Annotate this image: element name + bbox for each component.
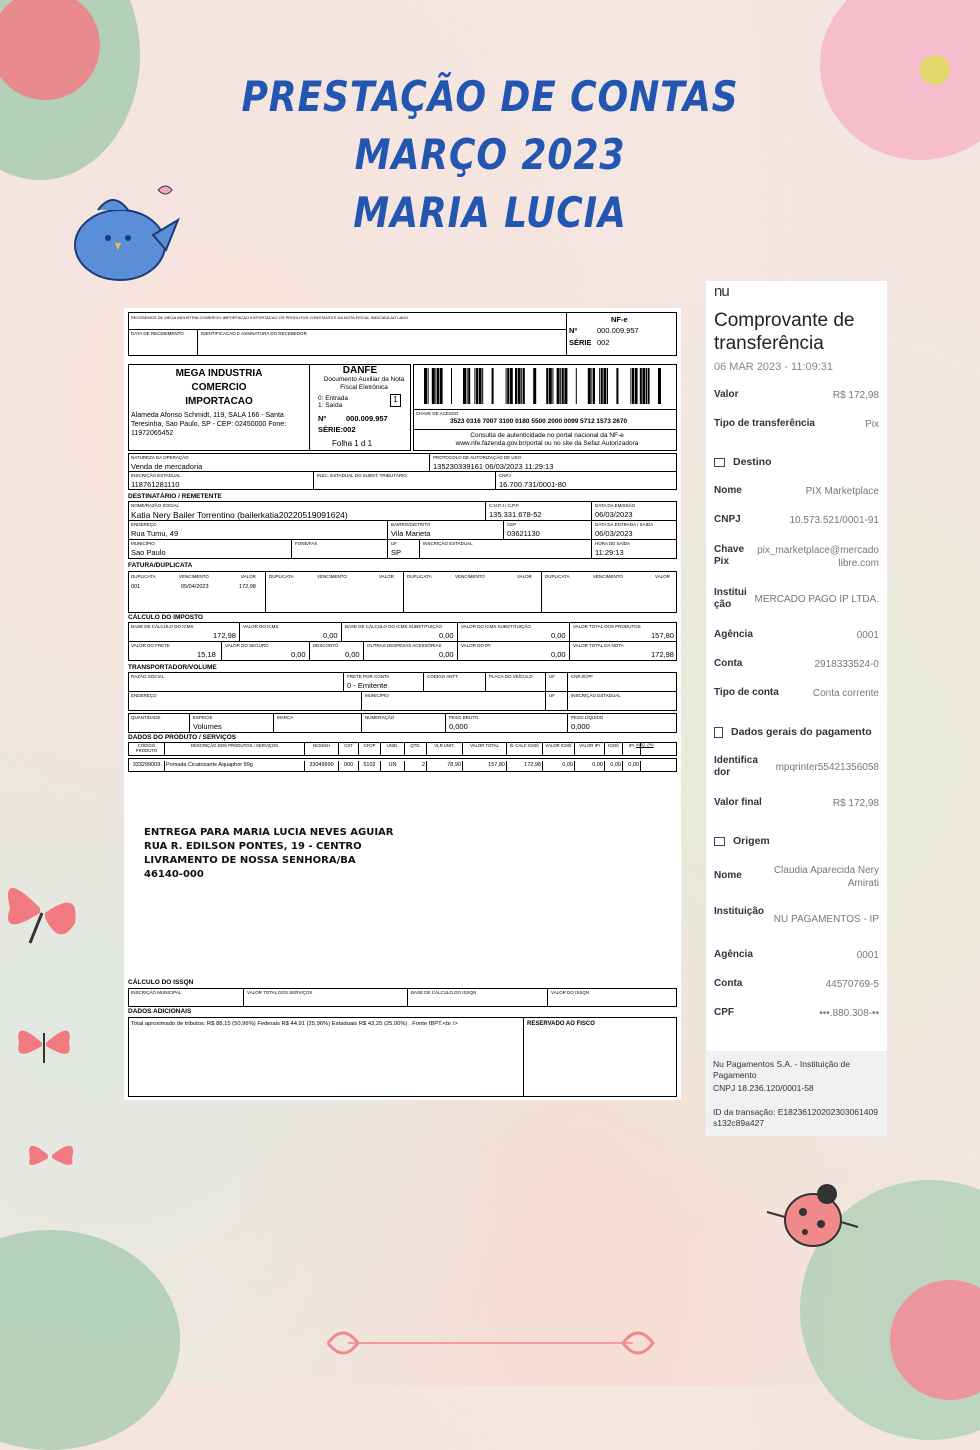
dest-hora: 11:29:13 [595,548,624,557]
dest-emissao: 06/03/2023 [595,510,633,519]
consulta-text: Consulta de autenticidade no portal nacional da NF-e www.nfe.fazenda.gov.br/portal ou no site da Sefaz Autorizadora [455,432,639,447]
prod-cell: 78,90 [427,761,463,771]
nu-dest-tipo-label: Tipo de conta [714,687,779,698]
dest-mun: Sao Paulo [131,548,166,557]
nu-dest-chave: pix_marketplace@mercadolibre.com [757,545,879,569]
nu-orig-nome-label: Nome [714,870,742,881]
transp-uf-label: UF [549,693,555,698]
nu-orig-agencia-label: Agência [714,949,753,960]
danfe-folha: Folha 1 d 1 [332,439,373,448]
imposto-row-2 [128,641,677,661]
prod-cell: 0,00 [543,761,575,771]
butterfly-icon [14,1018,74,1070]
transp-cnpj-label: CNPJ/CPF [571,674,594,679]
barcode-bar [463,368,466,404]
nu-ident-label: Identificador [714,755,758,778]
title-line-2: MARÇO 2023 [354,130,626,179]
valor-ipi-value: 0,00 [551,650,566,659]
transp-row-3 [128,713,677,733]
base-icms-value: 172,98 [213,631,236,640]
dup-header-duplicata: DUPLICATA [407,574,432,579]
valor-icms-st-label: VALOR DO ICMS SUBSTITUIÇÃO [461,624,531,629]
danfe-box [309,364,411,451]
barcode-bar [521,368,522,404]
total-nota-label: VALOR TOTAL DA NOTA [573,643,624,648]
nu-datetime: 06 MAR 2023 - 11:09:31 [714,361,834,373]
barcode-bar [593,368,595,404]
transp-pliq: 0,000 [571,722,590,731]
nu-footer [706,1051,887,1136]
nu-valor: R$ 172,98 [832,390,879,401]
title-line-1: PRESTAÇÃO DE CONTAS [241,72,739,121]
dup-valor: 172,98 [239,584,256,590]
transp-pbruto-label: PESO BRUTO [449,715,479,720]
nu-valor-final-label: Valor final [714,797,762,808]
outras-despesas-value: 0,00 [439,650,454,659]
barcode-bar [646,368,647,404]
barcode-bar [658,368,661,404]
chave-label: CHAVE DE ACESSO [416,411,459,416]
dup-header-vencimento: VENCIMENTO [317,574,347,579]
prod-header-cell: UNID. [381,743,405,755]
dup-header-valor: VALOR [379,574,394,579]
delivery-line-4: 46140-000 [144,869,204,880]
prod-header-row [128,742,677,756]
protocolo-label: PROTOCOLO DE AUTORIZAÇÃO DE USO [433,455,522,460]
barcode-bar [482,368,483,404]
prod-cell: 0,00 [623,761,641,771]
dest-emissao-label: DATA DA EMISSÃO [595,503,636,508]
prod-header-cell: VLR UNIT. [427,743,463,755]
nu-valor-label: Valor [714,389,739,400]
issqn-valor-label: VALOR DO ISSQN [551,990,590,995]
prod-header-cell: VALOR IPI [575,743,605,755]
dest-row-2 [128,520,677,540]
prod-cell: 333299009 [129,761,165,771]
danfe-title: DANFE [342,365,378,376]
delivery-note [144,826,393,882]
dest-uf-label: UF [391,541,397,546]
barcode-bar [603,368,606,404]
barcode-bar [557,368,560,404]
dest-row-1 [128,501,677,521]
barcode-bar [648,368,650,404]
desconto-value: 0,00 [345,650,360,659]
butterfly-icon [20,1130,80,1180]
nfe-label: NF-e [611,315,628,324]
delivery-line-3: LIVRAMENTO DE NOSSA SENHORA/BA [144,855,356,866]
nu-orig-conta: 44570769-5 [825,979,879,990]
reservado-fisco: RESERVADO AO FISCO [527,1021,595,1027]
barcode-bar [507,368,509,404]
green-blob-bottom-left [0,1230,180,1450]
nu-destino-header [714,456,772,468]
receipt-sign-label: IDENTIFICACAO E ASSINATURA DO RECEBEDOR [201,331,307,336]
nu-dest-agencia: 0001 [856,630,879,641]
adicionais-text: Total aproximado de tributos: R$ 88,15 (50,96%) Federais R$ 44,91 (25,96%) Estaduais R$ 43,25 (25,00%) . Fonte IBPT.<br /> [131,1021,458,1027]
prod-cell: 157,80 [463,761,507,771]
nfe-number: 000.009.957 [597,326,639,335]
nu-origem-header [714,835,770,847]
cnpj-label: CNPJ [499,473,511,478]
delivery-line-2: RUA R. EDILSON PONTES, 19 - CENTRO [144,841,362,852]
dest-cep-label: CEP [507,522,517,527]
nu-dest-chave-label: Chave Pix [714,544,745,567]
flower-center-top-right [920,55,950,85]
danfe-serie: SÉRIE:002 [318,425,356,434]
nu-dest-conta-label: Conta [714,658,743,669]
prod-header-cell: DESCRIÇÃO DOS PRODUTOS / SERVIÇOS [165,743,305,755]
prod-cell: 000 [339,761,359,771]
ie-st-label: INSC. ESTADUAL DO SUBST. TRIBUTÁRIO [317,473,407,478]
frete-label: VALOR DO FRETE [131,643,170,648]
prod-header-cell: IPI [623,743,641,755]
barcode-bar [564,368,567,404]
nu-footer-cnpj: CNPJ 18.236.120/0001-58 [713,1083,814,1093]
barcode-bar [479,368,482,404]
danfe-saida: 1: Saída [318,402,343,409]
dest-uf: SP [391,548,402,557]
prod-cell: 0,00 [575,761,605,771]
dest-mun-label: MUNICÍPIO [131,541,155,546]
transp-placa-label: PLACA DO VEÍCULO [489,674,533,679]
base-icms-st-label: BASE DE CÁLCULO DO ICMS SUBSTITUIÇÃO [345,624,443,629]
prod-header-cell: CÓDIGO PRODUTO [129,743,165,755]
receipt-date-label: DATA DE RECEBIMENTO [131,331,184,336]
fatura-section-title: FATURA/DUPLICATA [128,562,193,569]
nu-dest-cnpj-label: CNPJ [714,514,741,525]
dup-header-valor: VALOR [241,574,256,579]
nu-orig-cpf-label: CPF [714,1007,734,1018]
nfe-serie-value: 002 [597,338,610,347]
dest-end: Rua Tumu, 49 [131,529,179,538]
barcode-bar [562,368,564,404]
ornament-divider [318,1318,663,1368]
chave-value: 3523 0316 7007 3100 0180 5500 2000 0099 5712 1573 2670 [450,418,628,425]
valor-ipi-label: VALOR DO IPI [461,643,491,648]
nfe-no-label: Nº [569,326,578,335]
barcode-bar [510,368,513,404]
ie-value: 118761281110 [131,480,180,489]
transp-end-label: ENDEREÇO [131,693,157,698]
receipt-nfe-box [566,312,677,356]
dest-fone-label: FONE/FAX [295,541,318,546]
issqn-row [128,988,677,1007]
transp-marca-label: MARCA [277,715,294,720]
dup-header-vencimento: VENCIMENTO [455,574,485,579]
nu-dest-nome-label: Nome [714,485,742,496]
prod-cell: 172,98 [507,761,543,771]
nu-dest-nome: PIX Marketplace [805,486,879,497]
imposto-row-1 [128,622,677,642]
nu-orig-agencia: 0001 [856,950,879,961]
dest-name: Katia Nery Bailer Torrentino (bailerkatia20220519091624) [131,510,348,520]
natureza-row [128,453,677,472]
emitente-address: Alameda Afonso Schmidt, 119, SALA 166 - Santa Teresinha, Sao Paulo, SP - CEP: 02450000 Fone: 11972065452 [131,412,287,437]
document-icon [714,727,723,738]
barcode-bar [515,368,517,404]
barcode-bar [576,368,577,404]
barcode-bar [552,368,553,404]
chave-box [413,364,677,451]
barcode-bar [632,368,634,404]
barcode-bar [523,368,525,404]
transp-pliq-label: PESO LÍQUIDO [571,715,604,720]
prod-cell: 0,00 [605,761,623,771]
nu-tipo-label: Tipo de transferência [714,418,815,429]
prod-header-cell: CST [339,743,359,755]
protocolo-value: 135230339161 06/03/2023 11:29:13 [433,462,554,471]
nu-dest-cnpj: 10.573.521/0001-91 [789,515,879,526]
barcode-bar [591,368,592,404]
adicionais-box [128,1017,677,1097]
transfer-icon [714,458,725,467]
nu-origem-label: Origem [733,835,770,847]
transp-frete: 0 - Emitente [347,681,388,690]
transp-frete-label: FRETE POR CONTA [347,674,390,679]
barcode-bar [533,368,536,404]
transp-antt-label: CÓDIGO ANTT [427,674,459,679]
barcode-bar [437,368,439,404]
dest-section-title: DESTINATÁRIO / REMETENTE [128,493,222,500]
transp-num-label: NUMERAÇÃO [365,715,395,720]
nu-logo: nu [714,283,729,300]
delivery-line-1: ENTREGA PARA MARIA LUCIA NEVES AGUIAR [144,827,394,838]
barcode-bar [599,368,600,404]
nu-gerais-label: Dados gerais do pagamento [731,726,872,738]
adicionais-section-title: DADOS ADICIONAIS [128,1008,192,1015]
total-produtos-value: 157,80 [651,631,674,640]
prod-header-cell: QTD. [405,743,427,755]
dup-number: 001 [131,584,141,590]
valor-icms-value: 0,00 [323,631,338,640]
prod-cell: Pomada Cicatrizante Aquaphor 99g [165,761,305,771]
barcode-bar [468,368,470,404]
dest-saida: 06/03/2023 [595,529,633,538]
dest-bairro: Vila Marieta [391,529,431,538]
ie-label: INSCRIÇÃO ESTADUAL [131,473,181,478]
prod-header-cell: B. CALC ICMS [507,743,543,755]
dest-bairro-label: BAIRRO/DISTRITO [391,522,431,527]
barcode-bar [424,368,427,404]
seguro-value: 0,00 [291,650,306,659]
calc-section-title: CÁLCULO DO IMPOSTO [128,614,203,621]
dest-name-label: NOME/RAZÃO SOCIAL [131,503,180,508]
prod-cell: 2 [405,761,427,771]
natureza-value: Venda de mercadoria [131,462,203,471]
nu-orig-conta-label: Conta [714,978,743,989]
desconto-label: DESCONTO [313,643,339,648]
transp-row-2 [128,691,677,711]
nu-orig-inst: NU PAGAMENTOS - IP [773,914,879,925]
base-icms-label: BASE DE CÁLCULO DO ICMS [131,624,194,629]
dup-header-valor: VALOR [655,574,670,579]
emitente-box [128,364,310,451]
prod-table [128,742,677,772]
fatura-table [128,571,677,613]
barcode-bar [630,368,631,404]
butterfly-icon [0,868,95,958]
frete-value: 15,18 [197,650,216,659]
barcode-bar [642,368,645,404]
dest-hora-label: HORA DE SAÍDA [595,541,631,546]
nu-dest-conta: 2918333524-0 [814,659,879,670]
dup-header-valor: VALOR [517,574,532,579]
dest-row-3 [128,539,677,559]
ladybug-icon [765,1172,860,1257]
transp-uf-label: UF [549,674,555,679]
receipt-stub [128,312,567,356]
dup-header-vencimento: VENCIMENTO [593,574,623,579]
prod-section-title: DADOS DO PRODUTO / SERVIÇOS [128,734,237,741]
outras-despesas-label: OUTRAS DESPESAS ACESSÓRIAS [367,643,442,648]
nu-dest-agencia-label: Agência [714,629,753,640]
prod-cell: 33049990 [305,761,339,771]
nu-dest-inst-label: Instituição [714,587,747,610]
barcode-bar [428,368,429,404]
issqn-base-label: BASE DE CÁLCULO DO ISSQN [411,990,477,995]
nu-orig-inst-label: Instituição [714,906,765,917]
page-title [69,68,912,242]
danfe-tipo-box: 1 [390,394,401,407]
nu-title: Comprovante de transferência [714,310,855,354]
barcode [424,368,666,404]
issqn-section-title: CÁLCULO DO ISSQN [128,979,194,986]
total-produtos-label: VALOR TOTAL DOS PRODUTOS [573,624,641,629]
natureza-label: NATUREZA DA OPERAÇÃO [131,455,189,460]
barcode-bar [440,368,443,404]
barcode-bar [474,368,475,404]
transp-row-1 [128,672,677,692]
dup-header-duplicata: DUPLICATA [269,574,294,579]
transp-especie-label: ESPECIE [193,715,213,720]
barcode-bar [601,368,603,404]
danfe-subtitle: Documento Auxiliar da Nota Fiscal Eletrônica [323,376,405,391]
dest-cep: 03621130 [507,529,540,538]
dup-header-duplicata: DUPLICATA [131,574,156,579]
barcode-bar [549,368,552,404]
nu-tipo: Pix [865,419,879,430]
dest-saida-label: DATA DA ENTRADA / SAÍDA [595,522,654,527]
transp-section-title: TRANSPORTADOR/VOLUME [128,664,217,671]
danfe-number: 000.009.957 [346,414,388,423]
dup-header-duplicata: DUPLICATA [545,574,570,579]
dup-vencimento: 05/04/2023 [181,584,209,590]
nubank-receipt [706,281,887,1136]
dup-header-vencimento: VENCIMENTO [179,574,209,579]
emitente-name: MEGA INDUSTRIA COMERCIO IMPORTACAO [175,368,263,407]
barcode-bar [435,368,436,404]
prod-data-row [128,758,677,772]
barcode-bar [546,368,548,404]
aliq-label: ALÍQ. (%) [636,742,654,747]
nu-destino-label: Destino [733,456,772,468]
danfe-no-label: Nº [318,414,327,423]
prod-header-cell: NCM/SH [305,743,339,755]
nu-orig-cpf: •••.880.308-•• [819,1008,879,1019]
dest-ie-label: INSCRIÇÃO ESTADUAL [423,541,473,546]
receipt-header: RECEBEMOS DE MEGA INDUSTRIA COMERCIO IMPORTACAO EXPORTACAO OS PRODUTOS CONSTANTES DA NOTA FISCAL INDICADA AO LADO [131,315,409,320]
issqn-servicos-label: VALOR TOTAL DOS SERVIÇOS [247,990,313,995]
title-line-3: MARIA LUCIA [353,188,627,237]
barcode-bar [506,368,507,404]
barcode-bar [607,368,608,404]
seguro-label: VALOR DO SEGURO [225,643,269,648]
transp-qtd-label: QUANTIDADE [131,715,161,720]
valor-icms-label: VALOR DO ICMS [243,624,279,629]
prod-header-cell: CFOP [359,743,381,755]
nu-valor-final: R$ 172,98 [832,798,879,809]
issqn-im-label: INSCRIÇÃO MUNICIPAL [131,990,182,995]
transp-mun-label: MUNICÍPIO [365,693,389,698]
barcode-bar [588,368,591,404]
nu-orig-nome: Claudia Aparecida Nery Amirati [773,865,879,889]
ie-row [128,471,677,490]
nu-gerais-header [714,726,872,738]
transfer-icon [714,837,725,846]
barcode-bar [560,368,561,404]
nu-footer-id: ID da transação: E18236120202303061409s132c89a427 [713,1107,878,1128]
prod-cell: UN [381,761,405,771]
nfe-serie-label: SÉRIE [569,338,592,347]
transp-especie: Volumes [193,722,222,731]
dest-cpf: 135.331.678-52 [489,510,542,519]
total-nota-value: 172,98 [651,650,674,659]
barcode-bar [451,368,452,404]
valor-icms-st-value: 0,00 [551,631,566,640]
cnpj-value: 16.700.731/0001-80 [499,480,567,489]
barcode-bar [518,368,521,404]
barcode-bar [640,368,642,404]
nu-dest-inst: MERCADO PAGO IP LTDA. [754,594,879,605]
barcode-bar [432,368,435,404]
dest-cpf-label: C.N.P.J / C.P.F. [489,503,520,508]
barcode-bar [476,368,478,404]
danfe-invoice [124,308,681,1100]
barcode-bar [635,368,638,404]
barcode-bar [467,368,468,404]
nu-footer-company: Nu Pagamentos S.A. - Instituição de Pagamento [713,1059,851,1080]
dest-end-label: ENDEREÇO [131,522,157,527]
prod-header-cell: VALOR ICMS [543,743,575,755]
prod-header-cell: VALOR TOTAL [463,743,507,755]
base-icms-st-value: 0,00 [439,631,454,640]
transp-ie-label: INSCRIÇÃO ESTADUAL [571,693,621,698]
barcode-bar [492,368,494,404]
transp-razao-label: RAZÃO SOCIAL [131,674,165,679]
barcode-bar [616,368,618,404]
nu-dest-tipo: Conta corrente [812,688,879,699]
transp-pbruto: 0,000 [449,722,468,731]
danfe-entrada: 0: Entrada [318,395,348,402]
nu-ident: mpqrinter55421356058 [775,762,879,773]
prod-cell: 5102 [359,761,381,771]
prod-header-cell: ICMS [605,743,623,755]
